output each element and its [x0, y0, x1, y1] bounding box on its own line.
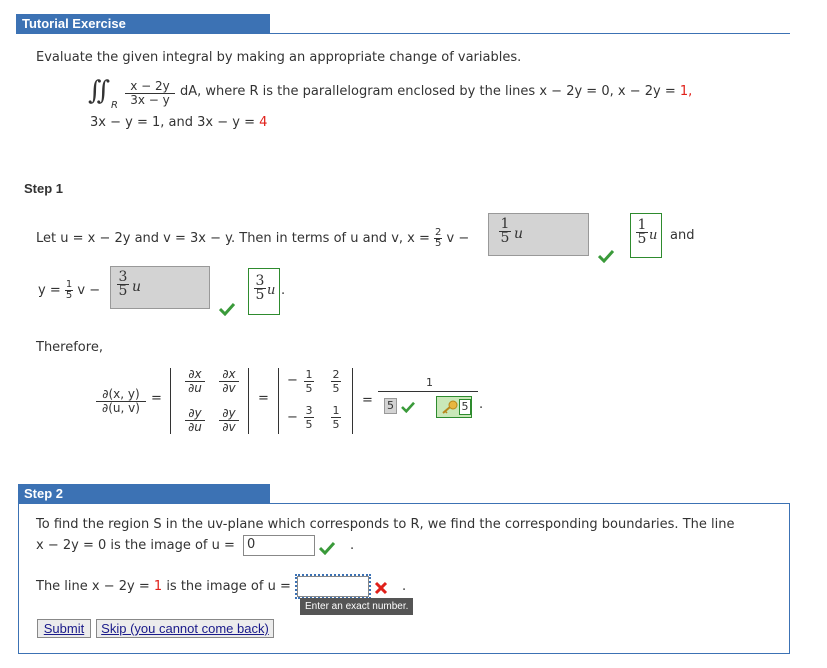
y-v-term: v −	[77, 283, 101, 298]
m12-num: ∂x	[219, 368, 239, 382]
x-coef-den: 5	[435, 238, 442, 249]
x-coef-num: 2	[435, 227, 442, 238]
jacobian-num: ∂(x, y)	[96, 388, 146, 402]
x-correct-answer	[630, 213, 662, 258]
y-correct-var: u	[267, 283, 276, 298]
n21-num: 3	[305, 404, 313, 417]
m21-num: ∂y	[185, 407, 205, 421]
y-expression	[38, 280, 100, 301]
det-answer-value: 5	[387, 399, 394, 412]
n11-sign: −	[287, 373, 298, 388]
da-text: dA,	[180, 84, 202, 99]
x-correct-num: 1	[637, 217, 647, 233]
x-v-term: v −	[446, 231, 470, 246]
u1-period: .	[350, 538, 355, 553]
x-answer-num: 1	[500, 216, 510, 232]
n11-den: 5	[305, 382, 313, 395]
n21-den: 5	[305, 418, 313, 431]
equals-2: =	[258, 391, 269, 406]
x-correct-fraction	[636, 219, 648, 246]
integral-description-cont	[90, 115, 267, 130]
key-icon	[441, 400, 459, 414]
dy-du	[185, 407, 205, 434]
u2-period: .	[402, 579, 407, 594]
det-correct-value-box	[459, 399, 471, 415]
det-answer-box[interactable]	[384, 398, 397, 414]
dx-dv	[219, 368, 239, 395]
region-subscript: R	[111, 100, 118, 111]
m12-den: ∂v	[222, 381, 236, 395]
y-answer-var: u	[132, 279, 142, 295]
step2-text1: To find the region S in the uv-plane which corresponds to R, we find the corresponding boundaries. The line	[36, 517, 735, 532]
m11-num: ∂x	[185, 368, 205, 382]
step1-title: Step 1	[24, 181, 64, 196]
jacobian-den: ∂(u, v)	[102, 401, 140, 415]
m11-den: ∂u	[188, 381, 202, 395]
dy-dv	[219, 407, 239, 434]
text3-red-value: 1	[153, 579, 163, 594]
y-answer-box[interactable]	[110, 266, 210, 309]
n12-num: 2	[332, 368, 340, 381]
tutorial-title: Tutorial Exercise	[22, 16, 126, 31]
boundary-line-2-value: 1,	[679, 84, 693, 99]
y-coef-den: 5	[65, 290, 73, 301]
n11-fraction	[304, 368, 314, 395]
matrix-left-bar	[170, 368, 171, 434]
tutorial-prompt: Evaluate the given integral by making an appropriate change of variables.	[36, 50, 522, 65]
y-v-coefficient	[65, 280, 73, 301]
m22-den: ∂v	[222, 420, 236, 434]
n21-fraction	[304, 404, 314, 431]
y-answer-num: 3	[118, 269, 128, 285]
y-correct-answer	[248, 268, 280, 315]
x-correct-var: u	[649, 228, 658, 243]
m21-den: ∂u	[188, 420, 202, 434]
equals-1: =	[151, 391, 162, 406]
boundary-line-4-value: 4	[259, 115, 268, 130]
n12-fraction	[331, 368, 341, 395]
x-answer-box[interactable]	[488, 213, 589, 256]
num-matrix-left-bar	[278, 368, 279, 434]
text3-suffix: is the image of u =	[166, 579, 291, 594]
integrand-numerator: x − 2y	[125, 80, 175, 94]
step2-text2: x − 2y = 0 is the image of u =	[36, 538, 235, 553]
integral-description	[180, 84, 692, 99]
equals-3: =	[362, 393, 373, 408]
x-answer-den: 5	[500, 230, 510, 246]
n12-den: 5	[332, 382, 340, 395]
matrix-right-bar	[248, 368, 249, 434]
integrand-denominator: 3x − y	[130, 93, 170, 107]
submit-button[interactable]: Submit	[37, 619, 91, 638]
boundary-line-4: 3x − y =	[197, 115, 255, 130]
det-correct-answer[interactable]	[436, 396, 472, 418]
n22-den: 5	[332, 418, 340, 431]
y-eq: y =	[38, 283, 61, 298]
x-answer-var: u	[514, 226, 524, 242]
boundary-line-3: 3x − y = 1,	[90, 115, 165, 130]
x-eq: x =	[407, 231, 430, 246]
boundary-line-1: x − 2y = 0,	[539, 84, 614, 99]
det-correct-value: 5	[461, 400, 469, 413]
step2-header	[18, 484, 270, 504]
m22-num: ∂y	[219, 407, 239, 421]
n22-num: 1	[332, 404, 340, 417]
y-answer-fraction	[117, 271, 129, 298]
step1-intro	[36, 228, 469, 249]
det-period: .	[479, 397, 484, 412]
x-answer-fraction	[499, 218, 511, 245]
y-correct-den: 5	[255, 287, 265, 303]
where-text: where R is the parallelogram enclosed by the lines	[205, 84, 536, 99]
n22-fraction	[331, 404, 341, 431]
x-correct-den: 5	[637, 231, 647, 247]
num-matrix-right-bar	[352, 368, 353, 434]
x-v-coefficient	[434, 228, 442, 249]
y-coef-num: 1	[65, 279, 73, 290]
det-correct-check-icon	[401, 401, 415, 413]
integrand-fraction	[125, 80, 175, 107]
double-integral-sign: ∬	[88, 76, 111, 106]
u-answer-2-input[interactable]	[297, 576, 369, 597]
det-fraction-bar	[378, 391, 478, 392]
step2-title: Step 2	[24, 486, 64, 501]
tutorial-header	[16, 14, 270, 34]
therefore-text: Therefore,	[36, 340, 103, 355]
tooltip: Enter an exact number.	[300, 598, 413, 615]
y-correct-check-icon	[219, 302, 235, 316]
intro-text: Let u = x − 2y and v = 3x − y. Then in terms of u and v,	[36, 231, 404, 246]
tutorial-header-rule	[16, 33, 790, 34]
n21-sign: −	[287, 410, 298, 425]
u-answer-1-input[interactable]: 0	[243, 535, 315, 556]
dx-du	[185, 368, 205, 395]
x-correct-check-icon	[598, 249, 614, 263]
y-correct-fraction	[254, 275, 266, 302]
y-correct-num: 3	[255, 273, 265, 289]
text3-prefix: The line x − 2y =	[36, 579, 150, 594]
y-period: .	[281, 283, 286, 298]
u1-correct-check-icon	[319, 541, 335, 555]
skip-button[interactable]: Skip (you cannot come back)	[96, 619, 274, 638]
boundary-line-2: x − 2y =	[617, 84, 676, 99]
u2-incorrect-x-icon	[374, 581, 388, 595]
and-connector: and	[670, 228, 695, 243]
and-word: and	[168, 115, 193, 130]
n11-num: 1	[305, 368, 313, 381]
det-numerator: 1	[426, 376, 433, 389]
jacobian-fraction	[96, 388, 146, 415]
y-answer-den: 5	[118, 283, 128, 299]
step2-text3	[36, 579, 291, 594]
